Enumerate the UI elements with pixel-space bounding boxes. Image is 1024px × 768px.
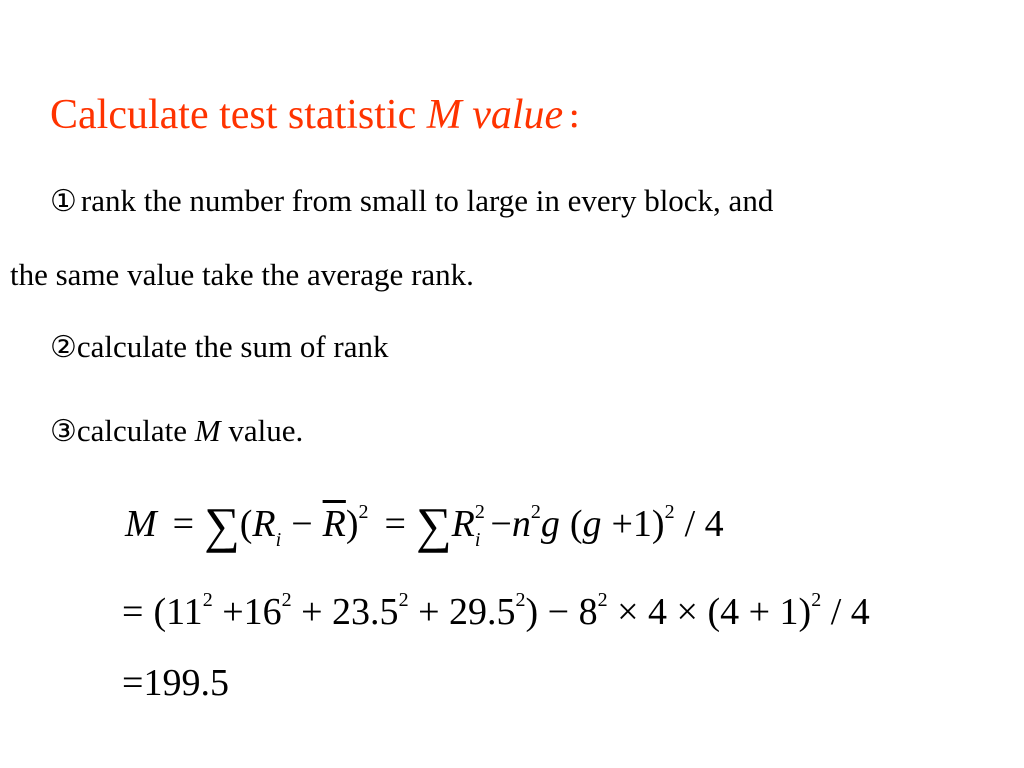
formula-g-2: g	[582, 503, 602, 545]
formula2-p2: + 23.5	[291, 591, 399, 633]
formula-m: M	[125, 503, 157, 545]
step-1-line-1	[50, 184, 773, 218]
formula2-p3: + 29.5	[408, 591, 516, 633]
formula-div: / 4	[684, 503, 724, 545]
title-text: Calculate test statistic	[50, 92, 427, 138]
formula-open: (	[239, 503, 253, 545]
title-colon: ：	[567, 101, 598, 136]
formula-eq-2: =	[384, 503, 406, 545]
step-1-line-2: the same value take the average rank.	[10, 257, 474, 292]
formula-eq: =	[172, 503, 195, 545]
step-1-marker: ①	[50, 184, 77, 219]
formula2-sq-6: 2	[811, 589, 822, 611]
formula-close: )	[345, 503, 359, 545]
formula-n: n	[511, 503, 531, 545]
formula2-p1: +16	[212, 591, 282, 633]
formula2-sq-1: 2	[202, 589, 213, 611]
step-3-text-b: value.	[220, 413, 304, 448]
title-italic: M value	[426, 92, 564, 138]
formula3-result: 199.5	[143, 662, 229, 704]
formula-r: R	[252, 503, 276, 545]
formula3-eq: =	[122, 662, 144, 704]
step-3-text-a: calculate	[76, 413, 195, 448]
formula2-rest: × 4 × (4 + 1)	[607, 591, 812, 633]
step-2-line	[50, 330, 389, 364]
formula-sq-2: 2	[474, 501, 485, 523]
formula-g: g	[540, 503, 560, 545]
formula-sq-4: 2	[664, 501, 675, 523]
formula-sq: 2	[358, 501, 369, 523]
formula-sub-i-2: i	[474, 529, 481, 551]
formula-one: 1)	[632, 503, 665, 545]
formula2-close: ) − 8	[525, 591, 598, 633]
step-3-line	[50, 414, 303, 448]
sigma-icon-2: ∑	[415, 497, 452, 553]
formula2-sq-3: 2	[398, 589, 409, 611]
formula-plus: +	[611, 503, 633, 545]
step-2-text: calculate the sum of rank	[76, 329, 389, 364]
formula2-sq-4: 2	[515, 589, 526, 611]
formula-minus: −	[291, 503, 313, 545]
step-3-marker: ③	[50, 414, 77, 449]
formula2-eq: =	[122, 591, 144, 633]
formula-sub-i: i	[275, 529, 282, 551]
formula2-sq-2: 2	[281, 589, 292, 611]
formula2-open: (11	[153, 591, 203, 633]
slide-title	[50, 92, 597, 138]
formula-line-2	[122, 590, 870, 631]
formula-open-2: (	[569, 503, 583, 545]
formula2-sq-5: 2	[597, 589, 608, 611]
step-3-italic-m: M	[194, 413, 221, 448]
step-2-marker: ②	[50, 330, 77, 365]
formula-r-2: R	[451, 503, 475, 545]
formula-line-1	[125, 497, 724, 553]
step-1-text: rank the number from small to large in every block, and	[80, 183, 774, 218]
formula-sq-3: 2	[530, 501, 541, 523]
formula-line-3	[122, 664, 229, 702]
formula2-div: / 4	[821, 591, 870, 633]
sigma-icon: ∑	[204, 497, 240, 553]
formula-rbar: $\overline{R}$	[322, 503, 346, 545]
formula-minus-2: −	[490, 503, 512, 545]
